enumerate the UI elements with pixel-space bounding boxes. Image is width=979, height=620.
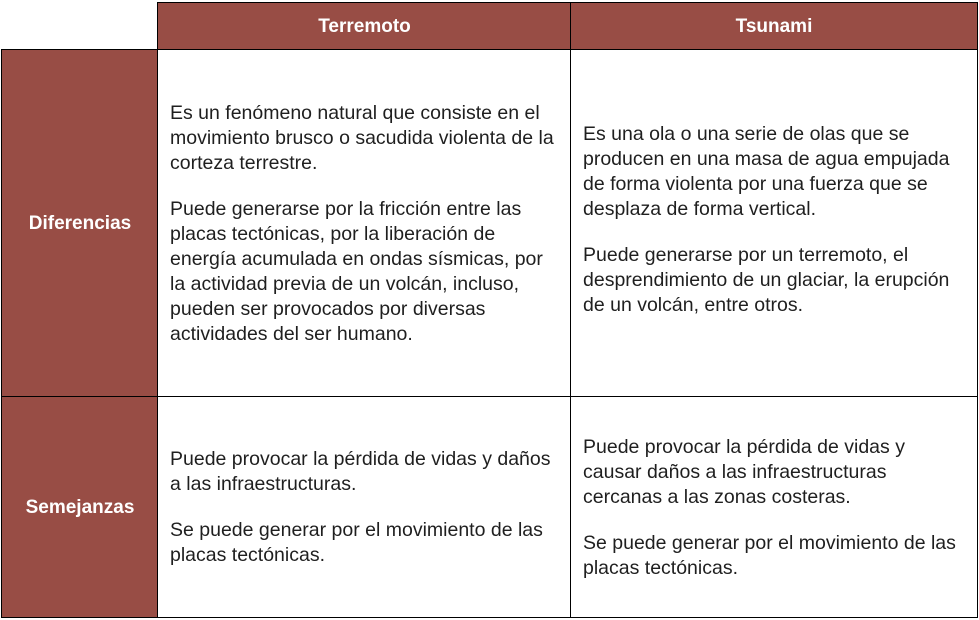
cell-paragraph: Se puede generar por el movimiento de las placas tectónicas. [583, 531, 956, 579]
table-border-right [977, 2, 978, 618]
table-border-left [1, 49, 2, 618]
cell-paragraph: Puede generarse por la fricción entre las placas tectónicas, por la liberación de energía acumulada en ondas sísmicas, por la actividad previa de un volcán, incluso, pueden ser provocados por diversas actividades del ser humano. [170, 197, 543, 345]
column-header-terremoto-label: Terremoto [318, 15, 411, 37]
column-header-terremoto [158, 3, 571, 50]
row-header-diferencias [2, 50, 158, 397]
table-border-col-2 [570, 2, 571, 618]
cell-diferencias-tsunami [571, 50, 977, 397]
cell-paragraph: Se puede generar por el movimiento de las placas tectónicas. [170, 519, 543, 566]
table-border-row-divider [1, 396, 978, 397]
table-border-top [157, 2, 978, 3]
cell-paragraph: Puede provocar la pérdida de vidas y causar daños a las infraestructuras cercanas a las zonas costeras. [583, 435, 905, 508]
cell-semejanzas-tsunami [571, 397, 977, 618]
row-header-diferencias-label: Diferencias [28, 212, 132, 234]
row-header-semejanzas-label: Semejanzas [25, 496, 135, 518]
cell-semejanzas-terremoto [158, 397, 571, 618]
cell-paragraph: Es una ola o una serie de olas que se producen en una masa de agua empujada de forma violenta por una fuerza que se desplaza de forma vertical. [583, 122, 950, 220]
cell-paragraph: Puede provocar la pérdida de vidas y daños a las infraestructuras. [170, 448, 551, 495]
table-border-col-1 [157, 2, 158, 618]
row-header-semejanzas [2, 397, 158, 618]
cell-paragraph: Es un fenómeno natural que consiste en el movimiento brusco o sacudida violenta de la corteza terrestre. [170, 101, 554, 174]
column-header-tsunami-label: Tsunami [735, 15, 813, 37]
column-header-tsunami [571, 3, 977, 50]
cell-diferencias-terremoto [158, 50, 571, 397]
table-border-header-bottom [1, 49, 978, 50]
cell-paragraph: Puede generarse por un terremoto, el desprendimiento de un glaciar, la erupción de un volcán, entre otros. [583, 243, 950, 316]
table-corner-empty [0, 0, 158, 50]
table-border-bottom [1, 617, 978, 618]
